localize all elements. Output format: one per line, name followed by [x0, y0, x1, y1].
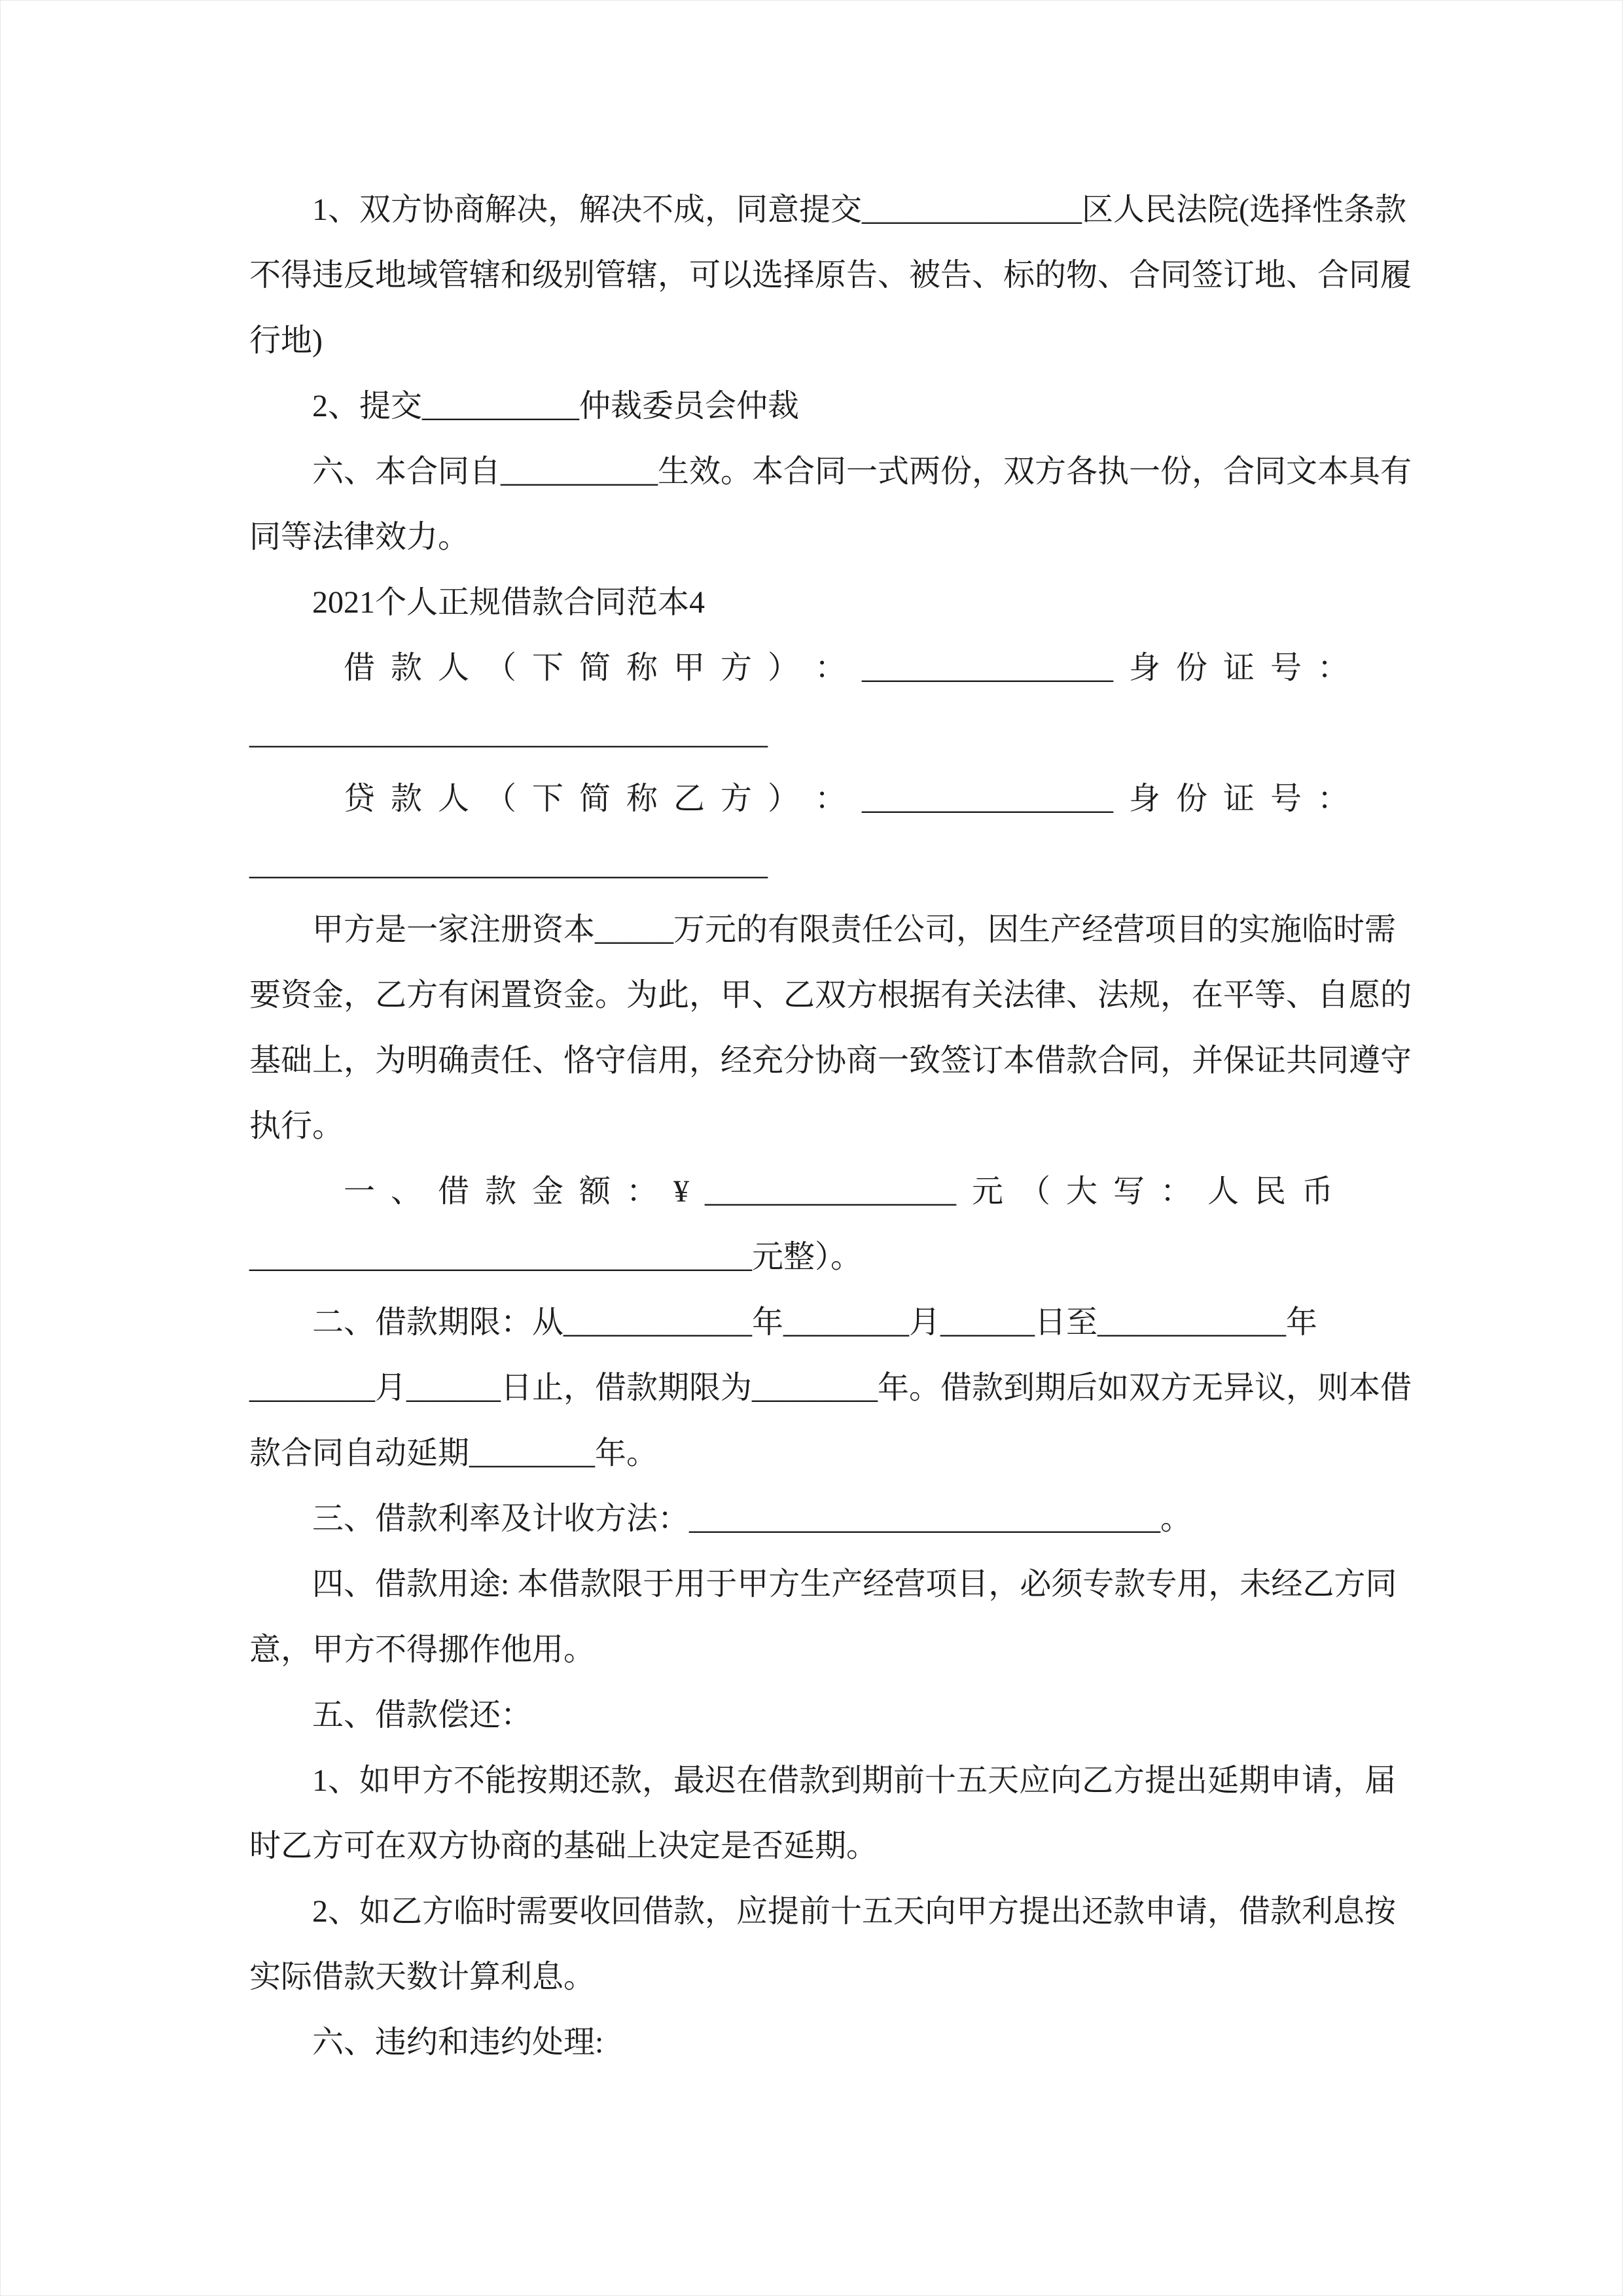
preamble-paragraph: 甲方是一家注册资本_____万元的有限责任公司，因生产经营项目的实施临时需要资金，乙方有闲置资金。为此，甲、乙双方根据有关法律、法规，在平等、自愿的基础上，为明确责任、恪守信用，经充分协商一致签订本借款合同，并保证共同遵守执行。: [249, 912, 1412, 1143]
lender-id-blank-line: _________________________________: [249, 847, 768, 882]
borrower-id-blank-line: _________________________________: [249, 716, 768, 751]
template-title: 2021个人正规借款合同范本4: [312, 585, 705, 620]
breach-heading: 六、违约和违约处理:: [312, 2025, 604, 2060]
effectiveness-clause: 六、本合同自__________生效。本合同一式两份，双方各执一份，合同文本具有同等法律效力。: [249, 454, 1412, 554]
interest-rate-clause: 三、借款利率及计收方法：______________________________。: [312, 1501, 1192, 1536]
repayment-item-2: 2、如乙方临时需要收回借款，应提前十五天向甲方提出还款申请，借款利息按实际借款天数计算利息。: [249, 1894, 1397, 1994]
loan-amount-clause: 一 、 借 款 金 额 ： ¥ ________________ 元 （ 大 写 ： 人 民 币: [344, 1174, 1334, 1209]
dispute-litigation-clause: 1、双方协商解决，解决不成，同意提交______________区人民法院(选择性条款不得违反地域管辖和级别管辖，可以选择原告、被告、标的物、合同签订地、合同履行地): [249, 192, 1412, 358]
repayment-item-1: 1、如甲方不能按期还款，最迟在借款到期前十五天应向乙方提出延期申请，届时乙方可在双方协商的基础上决定是否延期。: [249, 1763, 1397, 1863]
lender-info-line: 贷 款 人 （ 下 简 称 乙 方 ） ： ________________ 身 份 证 号 ：: [344, 781, 1349, 816]
dispute-arbitration-clause: 2、提交__________仲裁委员会仲裁: [312, 389, 800, 423]
loan-amount-continuation: ________________________________元整）。: [249, 1240, 863, 1274]
repayment-heading: 五、借款偿还：: [312, 1698, 533, 1732]
loan-purpose-clause: 四、借款用途: 本借款限于用于甲方生产经营项目，必须专款专用，未经乙方同意，甲方不得挪作他用。: [249, 1567, 1397, 1667]
loan-term-clause: 二、借款期限：从____________年________月______日至____________年________月______日止，借款期限为________年。借款到期后如双方无异议，则本借款合同自动延期________年。: [249, 1305, 1412, 1471]
borrower-info-line: 借 款 人 （ 下 简 称 甲 方 ） ： ________________ 身 份 证 号 ：: [344, 651, 1349, 685]
